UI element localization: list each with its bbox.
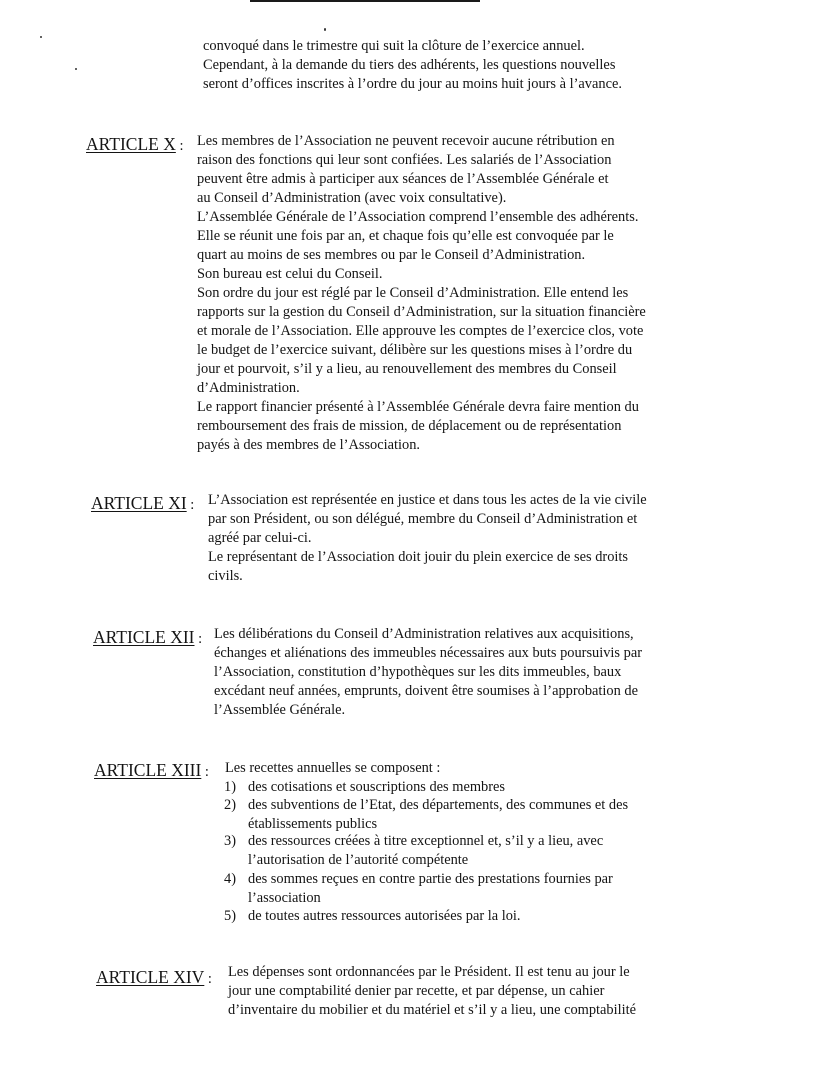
text-line: l’autorisation de l’autorité compétente <box>248 852 469 868</box>
text-line: jour et pourvoit, s’il y a lieu, au renouvellement des membres du Conseil <box>197 361 617 377</box>
text-line: Les délibérations du Conseil d’Administration relatives aux acquisitions, <box>214 626 634 642</box>
text-line: peuvent être admis à participer aux séances de l’Assemblée Générale et <box>197 171 609 187</box>
text-line: échanges et aliénations des immeubles nécessaires aux buts poursuivis par <box>214 645 643 661</box>
text-line: des subventions de l’Etat, des départements, des communes et des <box>248 797 629 813</box>
list-number: 2) <box>224 797 236 813</box>
article-body <box>214 625 642 720</box>
text-line: Les membres de l’Association ne peuvent recevoir aucune rétribution en <box>197 133 615 149</box>
intro-paragraph <box>203 37 622 94</box>
text-line: Les recettes annuelles se composent : <box>225 760 441 776</box>
article-title: ARTICLE X <box>86 134 176 154</box>
text-line: L’Assemblée Générale de l’Association comprend l’ensemble des adhérents. <box>197 209 639 225</box>
article-heading <box>96 967 212 989</box>
article-body <box>225 759 440 778</box>
text-line: excédant neuf années, emprunts, doivent être soumises à l’approbation de <box>214 683 638 699</box>
text-line: de toutes autres ressources autorisées par la loi. <box>248 908 521 924</box>
list-number: 1) <box>224 779 236 795</box>
text-line: jour une comptabilité denier par recette, et par dépense, un cahier <box>228 983 605 999</box>
scan-speck <box>40 36 42 38</box>
text-line: Elle se réunit une fois par an, et chaque fois qu’elle est convoquée par le <box>197 228 614 244</box>
article-colon: : <box>175 138 184 154</box>
text-line: des ressources créées à titre exceptionnel et, s’il y a lieu, avec <box>248 833 604 849</box>
text-line: L’Association est représentée en justice et dans tous les actes de la vie civile <box>208 492 647 508</box>
list-number: 5) <box>224 908 236 924</box>
list-number: 3) <box>224 833 236 849</box>
text-line: Cependant, à la demande du tiers des adhérents, les questions nouvelles <box>203 57 616 73</box>
article-colon: : <box>194 631 203 647</box>
scan-edge-line <box>250 0 480 2</box>
text-line: des sommes reçues en contre partie des prestations fournies par <box>248 871 613 887</box>
scan-speck <box>75 68 77 70</box>
article-colon: : <box>201 764 209 780</box>
text-line: raison des fonctions qui leur sont confiées. Les salariés de l’Association <box>197 152 612 168</box>
text-line: établissements publics <box>248 816 378 832</box>
numbered-list <box>224 778 694 928</box>
list-item <box>224 832 603 870</box>
scan-speck <box>324 28 326 31</box>
list-number: 4) <box>224 871 236 887</box>
article-title: ARTICLE XIV <box>96 967 205 987</box>
article-colon: : <box>186 497 195 513</box>
article-heading <box>94 760 209 782</box>
text-line: Les dépenses sont ordonnancées par le Président. Il est tenu au jour le <box>228 964 630 980</box>
list-item <box>224 778 505 797</box>
list-item <box>224 907 521 926</box>
list-item <box>224 796 628 834</box>
article-title: ARTICLE XII <box>93 627 195 647</box>
text-line: seront d’offices inscrites à l’ordre du jour au moins huit jours à l’avance. <box>203 76 622 92</box>
text-line: rapports sur la gestion du Conseil d’Administration, sur la situation financière <box>197 304 646 320</box>
article-heading <box>86 134 183 156</box>
article-body <box>228 963 636 1020</box>
article-body <box>197 132 646 455</box>
article-body <box>208 491 647 586</box>
article-title: ARTICLE XI <box>91 493 187 513</box>
text-line: Le représentant de l’Association doit jouir du plein exercice de ses droits <box>208 549 628 565</box>
text-line: l’association <box>248 890 321 906</box>
text-line: agréé par celui-ci. <box>208 530 312 546</box>
text-line: Son bureau est celui du Conseil. <box>197 266 383 282</box>
text-line: payés à des membres de l’Association. <box>197 437 420 453</box>
text-line: et morale de l’Association. Elle approuve les comptes de l’exercice clos, vote <box>197 323 644 339</box>
text-line: Son ordre du jour est réglé par le Conseil d’Administration. Elle entend les <box>197 285 629 301</box>
list-item <box>224 870 613 908</box>
text-line: des cotisations et souscriptions des membres <box>248 779 505 795</box>
text-line: au Conseil d’Administration (avec voix consultative). <box>197 190 507 206</box>
article-heading <box>91 493 194 515</box>
text-line: d’inventaire du mobilier et du matériel et s’il y a lieu, une comptabilité <box>228 1002 637 1018</box>
text-line: Le rapport financier présenté à l’Assemblée Générale devra faire mention du <box>197 399 639 415</box>
article-colon: : <box>204 971 212 987</box>
text-line: civils. <box>208 568 243 584</box>
text-line: par son Président, ou son délégué, membre du Conseil d’Administration et <box>208 511 638 527</box>
text-line: l’Assemblée Générale. <box>214 702 346 718</box>
text-line: d’Administration. <box>197 380 300 396</box>
text-line: l’Association, constitution d’hypothèques sur les dits immeubles, baux <box>214 664 622 680</box>
article-title: ARTICLE XIII <box>94 760 202 780</box>
text-line: le budget de l’exercice suivant, délibère sur les questions mises à l’ordre du <box>197 342 633 358</box>
text-line: remboursement des frais de mission, de déplacement ou de représentation <box>197 418 622 434</box>
text-line: convoqué dans le trimestre qui suit la clôture de l’exercice annuel. <box>203 38 585 54</box>
article-heading <box>93 627 202 649</box>
text-line: quart au moins de ses membres ou par le Conseil d’Administration. <box>197 247 586 263</box>
